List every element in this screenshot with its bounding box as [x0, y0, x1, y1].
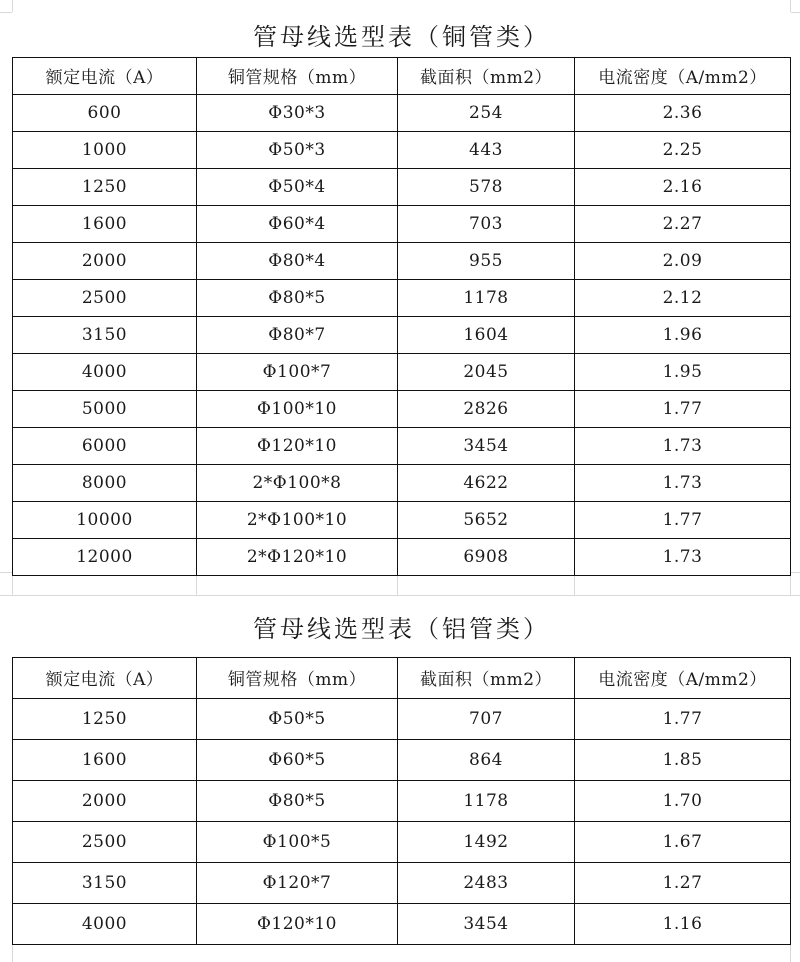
table-row [13, 780, 791, 821]
aluminum-tube-table [12, 596, 791, 945]
cell-current-density: 1.77 [575, 390, 791, 427]
cell-tube-spec: Φ80*4 [197, 242, 398, 279]
cell-rated-current: 8000 [13, 464, 197, 501]
table-header-row [13, 57, 791, 94]
cell-rated-current: 12000 [13, 538, 197, 575]
cell-cross-section: 955 [398, 242, 575, 279]
cell-cross-section: 578 [398, 168, 575, 205]
cell-cross-section: 1492 [398, 821, 575, 862]
cell-rated-current: 2000 [13, 780, 197, 821]
cell-tube-spec: Φ80*5 [197, 780, 398, 821]
cell-current-density: 1.67 [575, 821, 791, 862]
cell-cross-section: 3454 [398, 903, 575, 944]
table-row [13, 821, 791, 862]
table-row [13, 279, 791, 316]
table-row [13, 427, 791, 464]
cell-rated-current: 10000 [13, 501, 197, 538]
cell-current-density: 2.25 [575, 131, 791, 168]
cell-current-density: 1.77 [575, 698, 791, 739]
cell-rated-current: 4000 [13, 353, 197, 390]
table-row [13, 353, 791, 390]
table-header-row [13, 657, 791, 698]
cell-current-density: 2.12 [575, 279, 791, 316]
cell-tube-spec: Φ100*5 [197, 821, 398, 862]
cell-tube-spec: Φ100*10 [197, 390, 398, 427]
cell-tube-spec: Φ30*3 [197, 94, 398, 131]
cell-current-density: 2.36 [575, 94, 791, 131]
table-row [13, 316, 791, 353]
table-row [13, 698, 791, 739]
header-rated-current: 额定电流（A） [13, 57, 197, 94]
header-cross-section: 截面积（mm2） [398, 57, 575, 94]
cell-cross-section: 4622 [398, 464, 575, 501]
cell-cross-section: 707 [398, 698, 575, 739]
table-title-row [13, 596, 791, 657]
table-row [13, 131, 791, 168]
cell-current-density: 1.73 [575, 427, 791, 464]
cell-rated-current: 1250 [13, 698, 197, 739]
cell-rated-current: 2000 [13, 242, 197, 279]
cell-rated-current: 6000 [13, 427, 197, 464]
cell-tube-spec: Φ60*4 [197, 205, 398, 242]
cell-tube-spec: Φ50*4 [197, 168, 398, 205]
table-row [13, 538, 791, 575]
header-rated-current: 额定电流（A） [13, 657, 197, 698]
cell-cross-section: 2826 [398, 390, 575, 427]
cell-cross-section: 443 [398, 131, 575, 168]
cell-tube-spec: Φ80*5 [197, 279, 398, 316]
cell-rated-current: 5000 [13, 390, 197, 427]
cell-rated-current: 1600 [13, 739, 197, 780]
table-title: 管母线选型表（铝管类） [13, 596, 791, 657]
cell-cross-section: 5652 [398, 501, 575, 538]
cell-current-density: 1.95 [575, 353, 791, 390]
cell-current-density: 1.77 [575, 501, 791, 538]
cell-current-density: 1.70 [575, 780, 791, 821]
cell-rated-current: 1250 [13, 168, 197, 205]
cell-rated-current: 1600 [13, 205, 197, 242]
header-cross-section: 截面积（mm2） [398, 657, 575, 698]
table-title-row [13, 12, 791, 57]
cell-rated-current: 3150 [13, 862, 197, 903]
cell-current-density: 1.27 [575, 862, 791, 903]
table-row [13, 903, 791, 944]
cell-tube-spec: 2*Φ100*10 [197, 501, 398, 538]
header-current-density: 电流密度（A/mm2） [575, 57, 791, 94]
cell-cross-section: 1604 [398, 316, 575, 353]
cell-tube-spec: 2*Φ100*8 [197, 464, 398, 501]
cell-current-density: 1.73 [575, 464, 791, 501]
cell-current-density: 2.27 [575, 205, 791, 242]
table-row [13, 242, 791, 279]
table-row [13, 205, 791, 242]
header-current-density: 电流密度（A/mm2） [575, 657, 791, 698]
cell-cross-section: 3454 [398, 427, 575, 464]
cell-cross-section: 1178 [398, 279, 575, 316]
table-row [13, 94, 791, 131]
cell-tube-spec: Φ50*5 [197, 698, 398, 739]
cell-cross-section: 703 [398, 205, 575, 242]
header-tube-spec: 铜管规格（mm） [197, 57, 398, 94]
cell-tube-spec: 2*Φ120*10 [197, 538, 398, 575]
cell-cross-section: 6908 [398, 538, 575, 575]
cell-cross-section: 254 [398, 94, 575, 131]
cell-tube-spec: Φ80*7 [197, 316, 398, 353]
cell-tube-spec: Φ120*7 [197, 862, 398, 903]
cell-rated-current: 1000 [13, 131, 197, 168]
cell-cross-section: 2483 [398, 862, 575, 903]
copper-tube-table [12, 12, 791, 576]
table-title: 管母线选型表（铜管类） [13, 12, 791, 57]
cell-current-density: 1.73 [575, 538, 791, 575]
table-row [13, 464, 791, 501]
cell-rated-current: 2500 [13, 821, 197, 862]
table-row [13, 390, 791, 427]
cell-tube-spec: Φ120*10 [197, 903, 398, 944]
cell-cross-section: 864 [398, 739, 575, 780]
table-row [13, 501, 791, 538]
table-row [13, 168, 791, 205]
table-row [13, 739, 791, 780]
header-tube-spec: 铜管规格（mm） [197, 657, 398, 698]
cell-cross-section: 2045 [398, 353, 575, 390]
cell-tube-spec: Φ100*7 [197, 353, 398, 390]
cell-current-density: 1.96 [575, 316, 791, 353]
cell-current-density: 1.85 [575, 739, 791, 780]
cell-tube-spec: Φ50*3 [197, 131, 398, 168]
cell-rated-current: 4000 [13, 903, 197, 944]
cell-cross-section: 1178 [398, 780, 575, 821]
cell-current-density: 2.09 [575, 242, 791, 279]
cell-current-density: 2.16 [575, 168, 791, 205]
cell-tube-spec: Φ120*10 [197, 427, 398, 464]
cell-rated-current: 2500 [13, 279, 197, 316]
cell-current-density: 1.16 [575, 903, 791, 944]
cell-rated-current: 3150 [13, 316, 197, 353]
table-row [13, 862, 791, 903]
cell-tube-spec: Φ60*5 [197, 739, 398, 780]
cell-rated-current: 600 [13, 94, 197, 131]
